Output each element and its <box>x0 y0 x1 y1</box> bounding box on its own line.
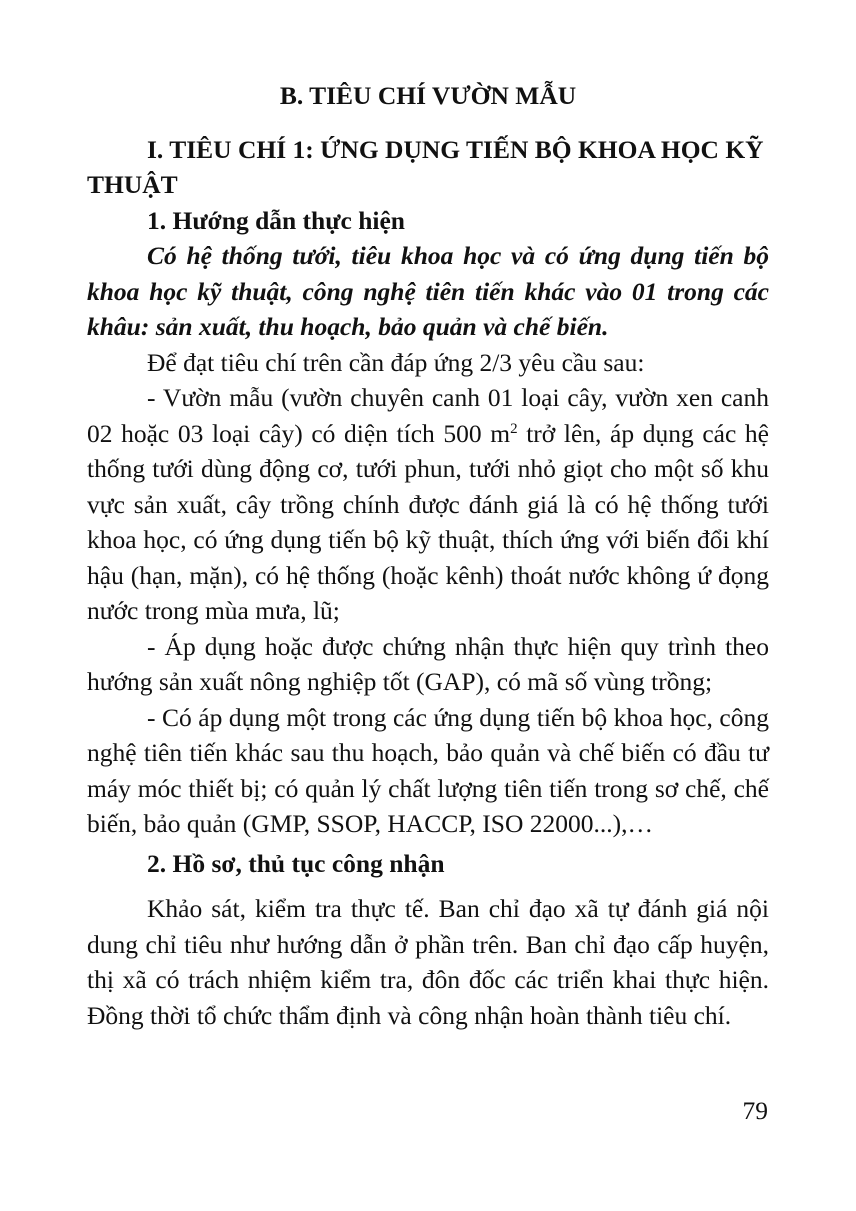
page-number: 79 <box>742 1096 768 1125</box>
requirement-item-1-text-b: trở lên, áp dụng các hệ thống tưới dùng động cơ, tưới phun, tưới nhỏ giọt cho một số khu vực sản xuất, cây trồng chính được đánh giá là có hệ thống tưới khoa học, có ứng dụng tiến bộ kỹ thuật, thích ứng với biến đổi khí hậu (hạn, mặn), có hệ thống (hoặc kênh) thoát nước không ứ đọng nước trong mùa mưa, lũ; <box>87 418 769 625</box>
section-1-emphasis: Có hệ thống tưới, tiêu khoa học và có ứng dụng tiến bộ khoa học kỹ thuật, công nghệ tiên tiến khác vào 01 trong các khâu: sản xuất, thu hoạch, bảo quản và chế biến. <box>87 241 769 341</box>
chapter-heading: I. TIÊU CHÍ 1: ỨNG DỤNG TIẾN BỘ KHOA HỌC KỸ THUẬT <box>87 134 764 199</box>
area-unit-superscript: 2 <box>510 420 518 437</box>
section-2-body: Khảo sát, kiểm tra thực tế. Ban chỉ đạo xã tự đánh giá nội dung chỉ tiêu như hướng dẫn ở phần trên. Ban chỉ đạo cấp huyện, thị xã có trách nhiệm kiểm tra, đôn đốc các triển khai thực hiện. Đồng thời tổ chức thẩm định và công nhận hoàn thành tiêu chí. <box>87 894 769 1030</box>
requirement-item-2: - Áp dụng hoặc được chứng nhận thực hiện quy trình theo hướng sản xuất nông nghiệp tốt (GAP), có mã số vùng trồng; <box>87 631 769 696</box>
part-heading: B. TIÊU CHÍ VƯỜN MẪU <box>279 81 577 110</box>
section-1-heading: 1. Hướng dẫn thực hiện <box>147 205 405 235</box>
requirement-item-1-text-a: - Vườn mẫu (vườn chuyên canh 01 loại cây, vườn xen canh 02 hoặc 03 loại cây) có diện tích 500 m <box>87 383 769 448</box>
document-page <box>87 78 769 1033</box>
requirement-item-3: - Có áp dụng một trong các ứng dụng tiến bộ khoa học, công nghệ tiên tiến khác sau thu hoạch, bảo quản và chế biến có đầu tư máy móc thiết bị; có quản lý chất lượng tiên tiến trong sơ chế, chế biến, bảo quản (GMP, SSOP, HACCP, ISO 22000...),… <box>87 702 769 838</box>
requirement-item-1 <box>87 380 769 629</box>
section-2-heading: 2. Hồ sơ, thủ tục công nhận <box>147 848 445 878</box>
section-1-intro: Để đạt tiêu chí trên cần đáp ứng 2/3 yêu cầu sau: <box>147 347 645 377</box>
